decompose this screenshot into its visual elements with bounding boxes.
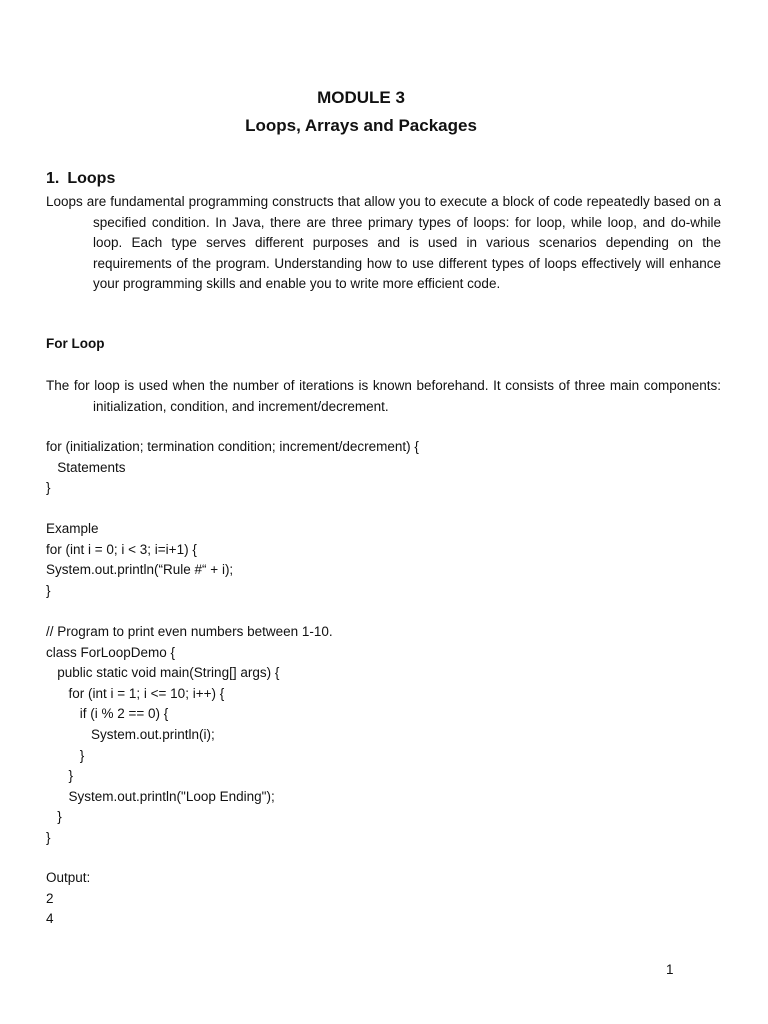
for-loop-paragraph: The for loop is used when the number of iterations is known beforehand. It consists of three main components: initialization, condition, and increment/decrement. [46, 378, 721, 414]
section-heading-loops [46, 170, 115, 188]
syntax-code-block: for (initialization; termination condition; increment/decrement) { Statements } [46, 439, 419, 496]
section-number: 1. [46, 170, 60, 187]
intro-paragraph: Loops are fundamental programming constructs that allow you to execute a block of code repeatedly based on a specified condition. In Java, there are three primary types of loops: for loop, while loop, and do-while loop. Each type serves different purposes and is used in various scenarios depending on the requirements of the program. Understanding how to use different types of loops effectively will enhance your programming skills and enable you to write more efficient code. [46, 194, 721, 292]
module-title: MODULE 3 [317, 88, 405, 107]
page-number: 1 [666, 962, 674, 977]
output-block: Output: 2 4 [46, 870, 91, 927]
module-subtitle: Loops, Arrays and Packages [245, 116, 477, 135]
section-title: Loops [67, 170, 116, 187]
for-loop-heading: For Loop [46, 336, 105, 351]
program-code-block: // Program to print even numbers between 1-10. class ForLoopDemo { public static void main(String[] args) { for (int i = 1; i <= 10; i++) { if (i % 2 == 0) { System.out.println(i); } } System.out.println("Loop Ending"); } } [46, 624, 333, 845]
example-code-block: Example for (int i = 0; i < 3; i=i+1) { System.out.println(“Rule #“ + i); } [46, 521, 234, 598]
